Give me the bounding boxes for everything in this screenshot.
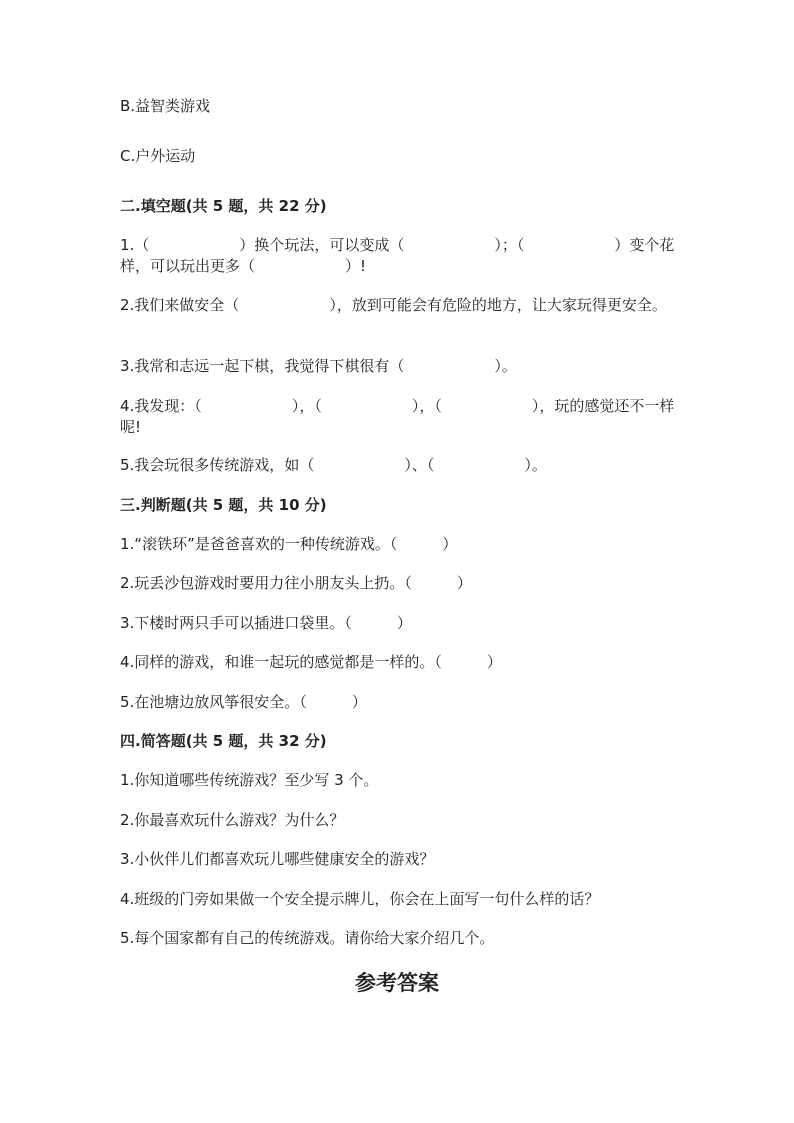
section-true-false-heading: 三.判断题(共 5 题，共 10 分)	[120, 496, 327, 514]
section-short-answer-heading: 四.简答题(共 5 题，共 32 分)	[120, 732, 327, 750]
option-c: C.户外运动	[120, 147, 196, 165]
fill-in-question-3: 3.我常和志远一起下棋，我觉得下棋很有（ ）。	[120, 357, 517, 375]
true-false-question-4: 4.同样的游戏，和谁一起玩的感觉都是一样的。（ ）	[120, 653, 502, 671]
true-false-question-1: 1.“滚铁环”是爸爸喜欢的一种传统游戏。（ ）	[120, 535, 458, 553]
true-false-question-2: 2.玩丢沙包游戏时要用力往小朋友头上扔。（ ）	[120, 574, 472, 592]
short-answer-question-5: 5.每个国家都有自己的传统游戏。请你给大家介绍几个。	[120, 929, 495, 947]
fill-in-question-4: 4.我发现：（ ），（ ），（ ），玩的感觉还不一样呢!	[120, 397, 675, 436]
true-false-question-3: 3.下楼时两只手可以插进口袋里。（ ）	[120, 614, 412, 632]
fill-in-question-2: 2.我们来做安全（ ），放到可能会有危险的地方，让大家玩得更安全。	[120, 296, 667, 314]
option-b: B.益智类游戏	[120, 97, 211, 115]
true-false-question-5: 5.在池塘边放风筝很安全。（ ）	[120, 693, 367, 711]
fill-in-question-5: 5.我会玩很多传统游戏，如（ ）、（ ）。	[120, 456, 547, 474]
section-fill-in-heading: 二.填空题(共 5 题，共 22 分)	[120, 197, 327, 215]
short-answer-question-3: 3.小伙伴儿们都喜欢玩儿哪些健康安全的游戏？	[120, 850, 435, 868]
short-answer-question-4: 4.班级的门旁如果做一个安全提示牌儿，你会在上面写一句什么样的话？	[120, 890, 600, 908]
answers-title: 参考答案	[355, 970, 439, 995]
short-answer-question-2: 2.你最喜欢玩什么游戏？为什么？	[120, 811, 345, 829]
fill-in-question-1: 1.（ ）换个玩法，可以变成（ ）；（ ）变个花样，可以玩出更多（ ）!	[120, 236, 675, 275]
short-answer-question-1: 1.你知道哪些传统游戏？至少写 3 个。	[120, 771, 379, 789]
